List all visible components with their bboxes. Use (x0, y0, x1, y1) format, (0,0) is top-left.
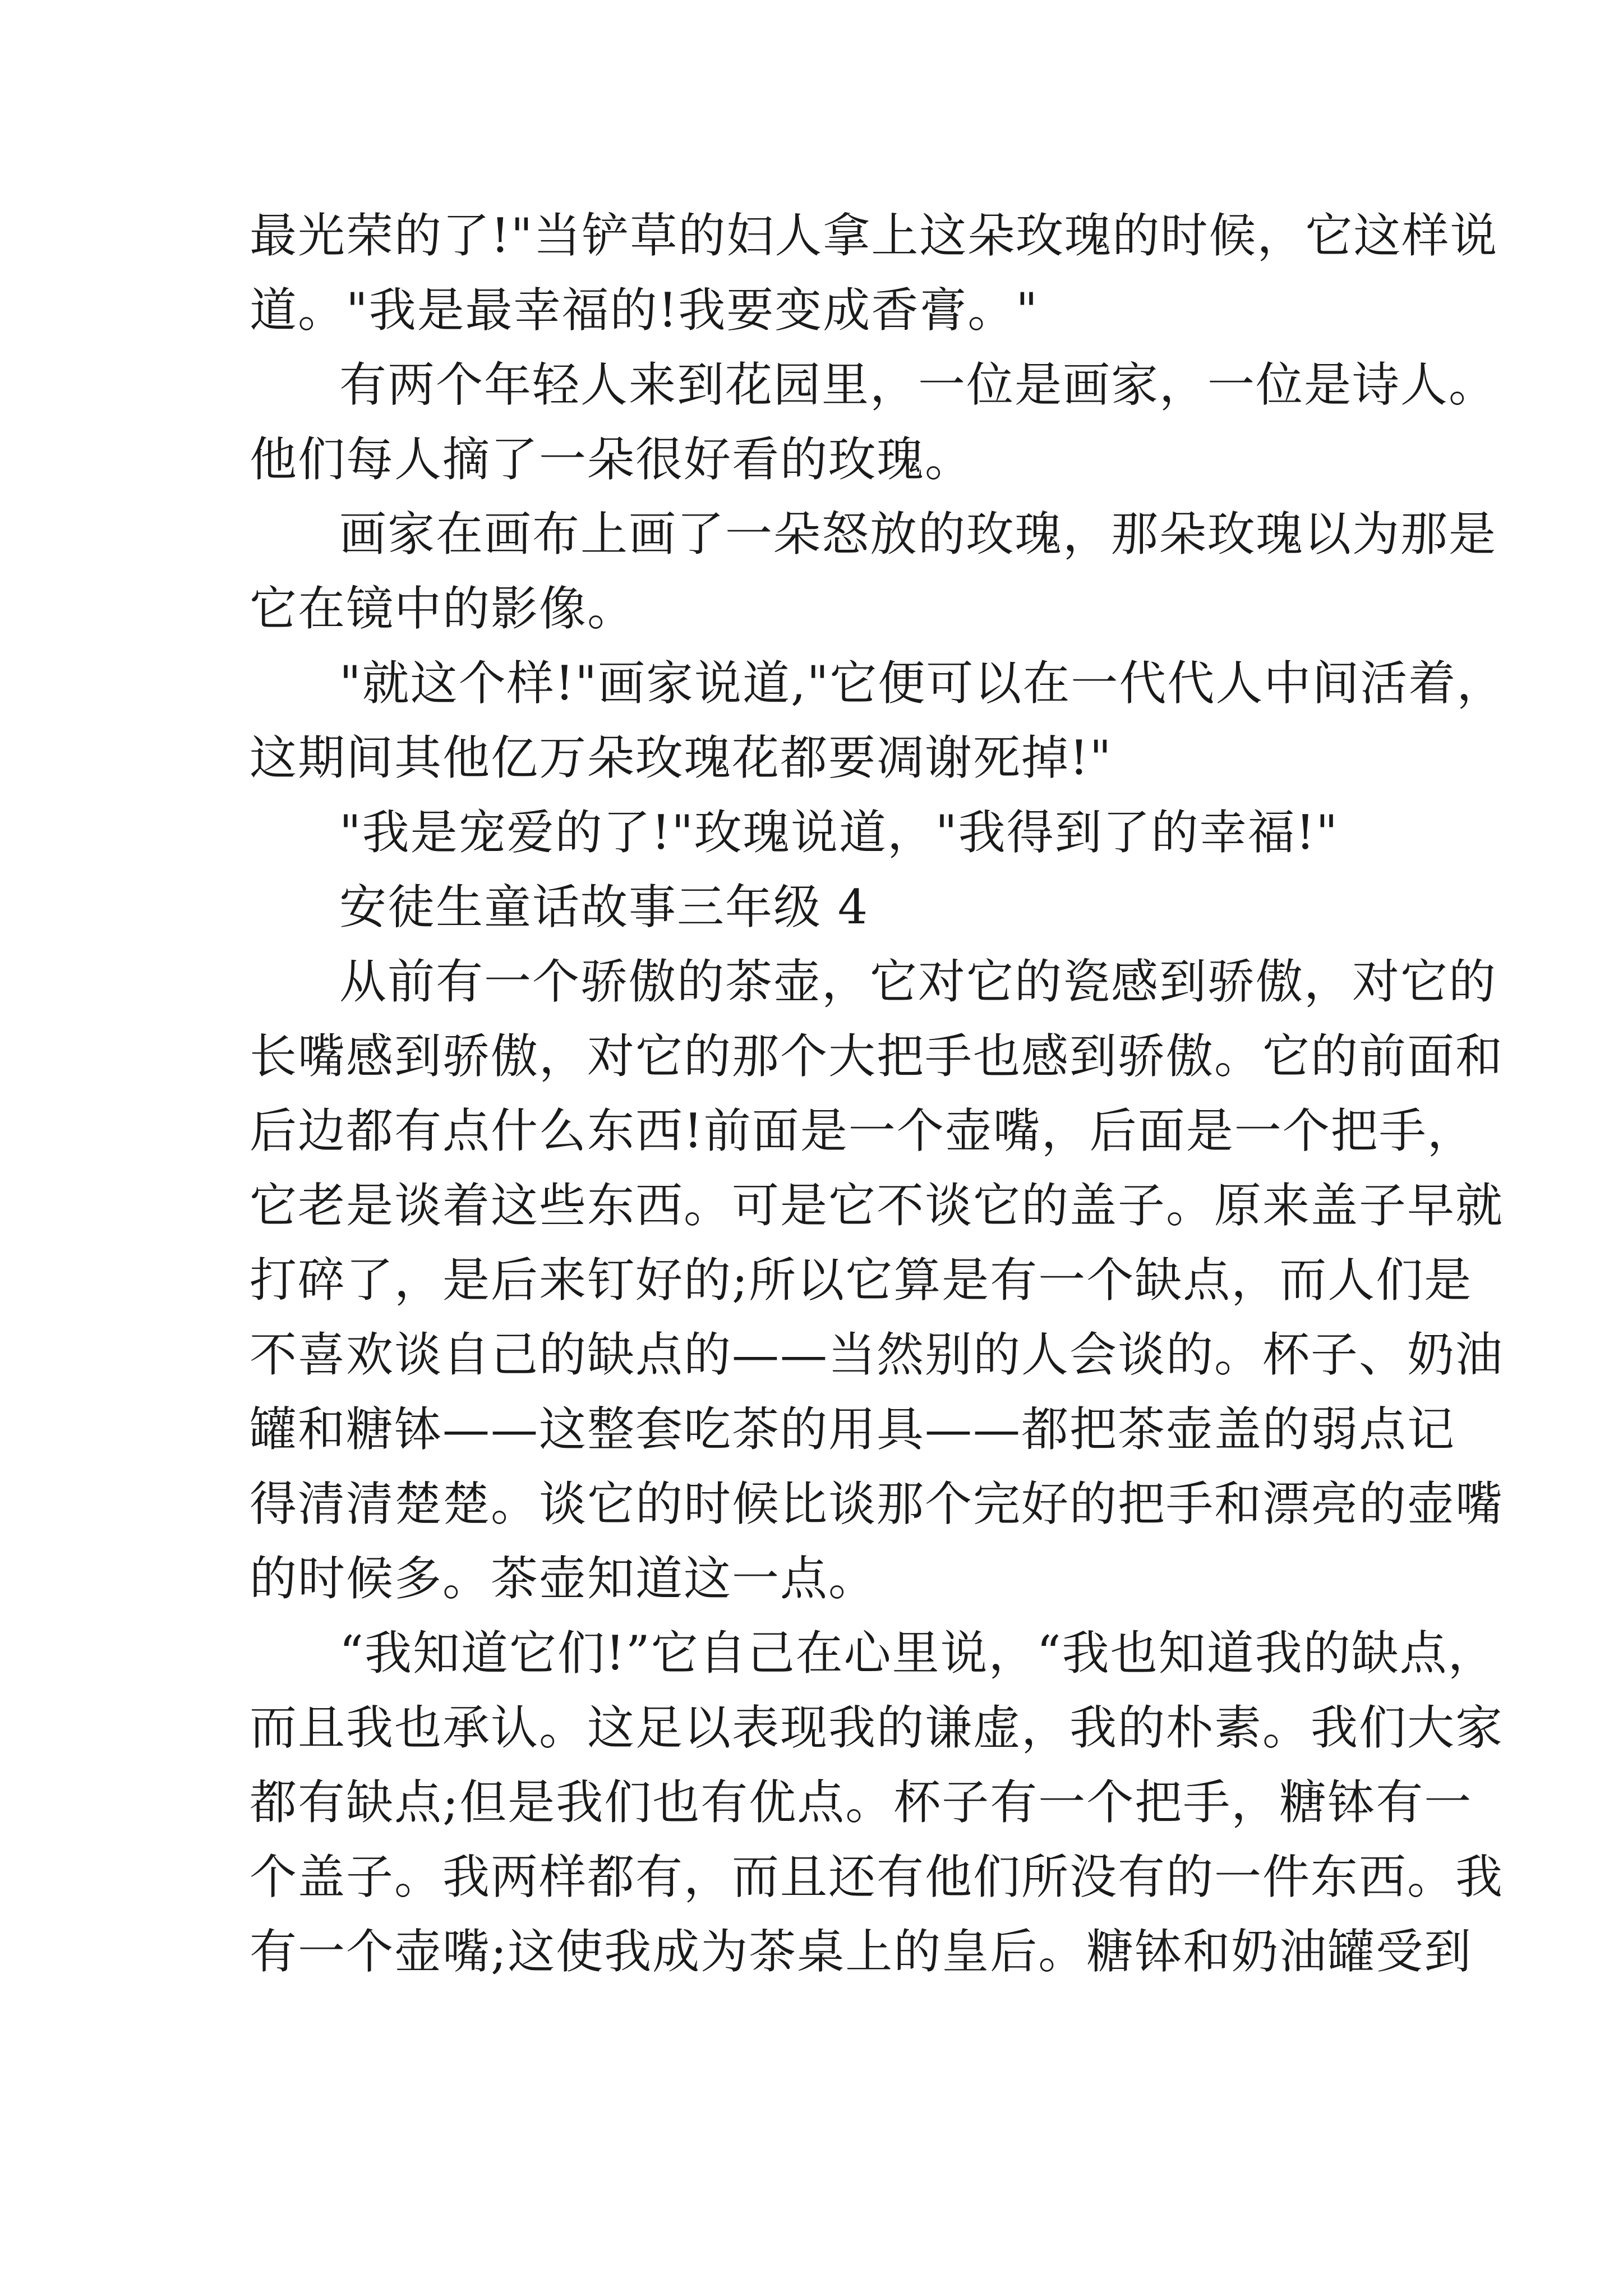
paragraph-line: 画家在画布上画了一朵怒放的玫瑰，那朵玫瑰以为那是 (339, 507, 1497, 562)
text-line: 道。"我是最幸福的!我要变成香膏。" (250, 283, 1039, 338)
text-line: 罐和糖钵——这整套吃茶的用具——都把茶壶盖的弱点记 (250, 1402, 1456, 1457)
text-line: 打碎了，是后来钉好的;所以它算是有一个缺点，而人们是 (250, 1253, 1473, 1308)
text-line: 它老是谈着这些东西。可是它不谈它的盖子。原来盖子早就 (250, 1178, 1504, 1233)
text-line: 都有缺点;但是我们也有优点。杯子有一个把手，糖钵有一 (250, 1775, 1473, 1830)
text-line: 它在镜中的影像。 (250, 581, 636, 636)
text-line: 得清清楚楚。谈它的时候比谈那个完好的把手和漂亮的壶嘴 (250, 1476, 1504, 1531)
text-line: 后边都有点什么东西!前面是一个壶嘴，后面是一个把手， (250, 1103, 1476, 1158)
text-line: 而且我也承认。这足以表现我的谦虚，我的朴素。我们大家 (250, 1700, 1504, 1755)
paragraph-line: "我是宠爱的了!"玫瑰说道，"我得到了的幸福!" (339, 805, 1339, 860)
text-line: 的时候多。茶壶知道这一点。 (250, 1551, 877, 1606)
paragraph-line: 有两个年轻人来到花园里，一位是画家，一位是诗人。 (339, 357, 1497, 412)
paragraph-line: "就这个样!"画家说道,"它便可以在一代代人中间活着， (339, 656, 1505, 711)
text-line: 有一个壶嘴;这使我成为茶桌上的皇后。糖钵和奶油罐受到 (250, 1924, 1473, 1979)
text-line: 他们每人摘了一朵很好看的玫瑰。 (250, 432, 974, 487)
paragraph-line: “我知道它们!”它自己在心里说，“我也知道我的缺点， (339, 1626, 1496, 1681)
paragraph-line: 从前有一个骄傲的茶壶，它对它的瓷感到骄傲，对它的 (339, 954, 1497, 1009)
text-line: 最光荣的了!"当铲草的妇人拿上这朵玫瑰的时候，它这样说 (250, 208, 1498, 263)
text-line: 个盖子。我两样都有，而且还有他们所没有的一件东西。我 (250, 1849, 1504, 1904)
text-line: 长嘴感到骄傲，对它的那个大把手也感到骄傲。它的前面和 (250, 1029, 1504, 1084)
text-line: 不喜欢谈自己的缺点的——当然别的人会谈的。杯子、奶油 (250, 1327, 1504, 1382)
text-line: 这期间其他亿万朵玫瑰花都要凋谢死掉!" (250, 730, 1113, 785)
section-heading: 安徒生童话故事三年级 4 (339, 880, 869, 935)
